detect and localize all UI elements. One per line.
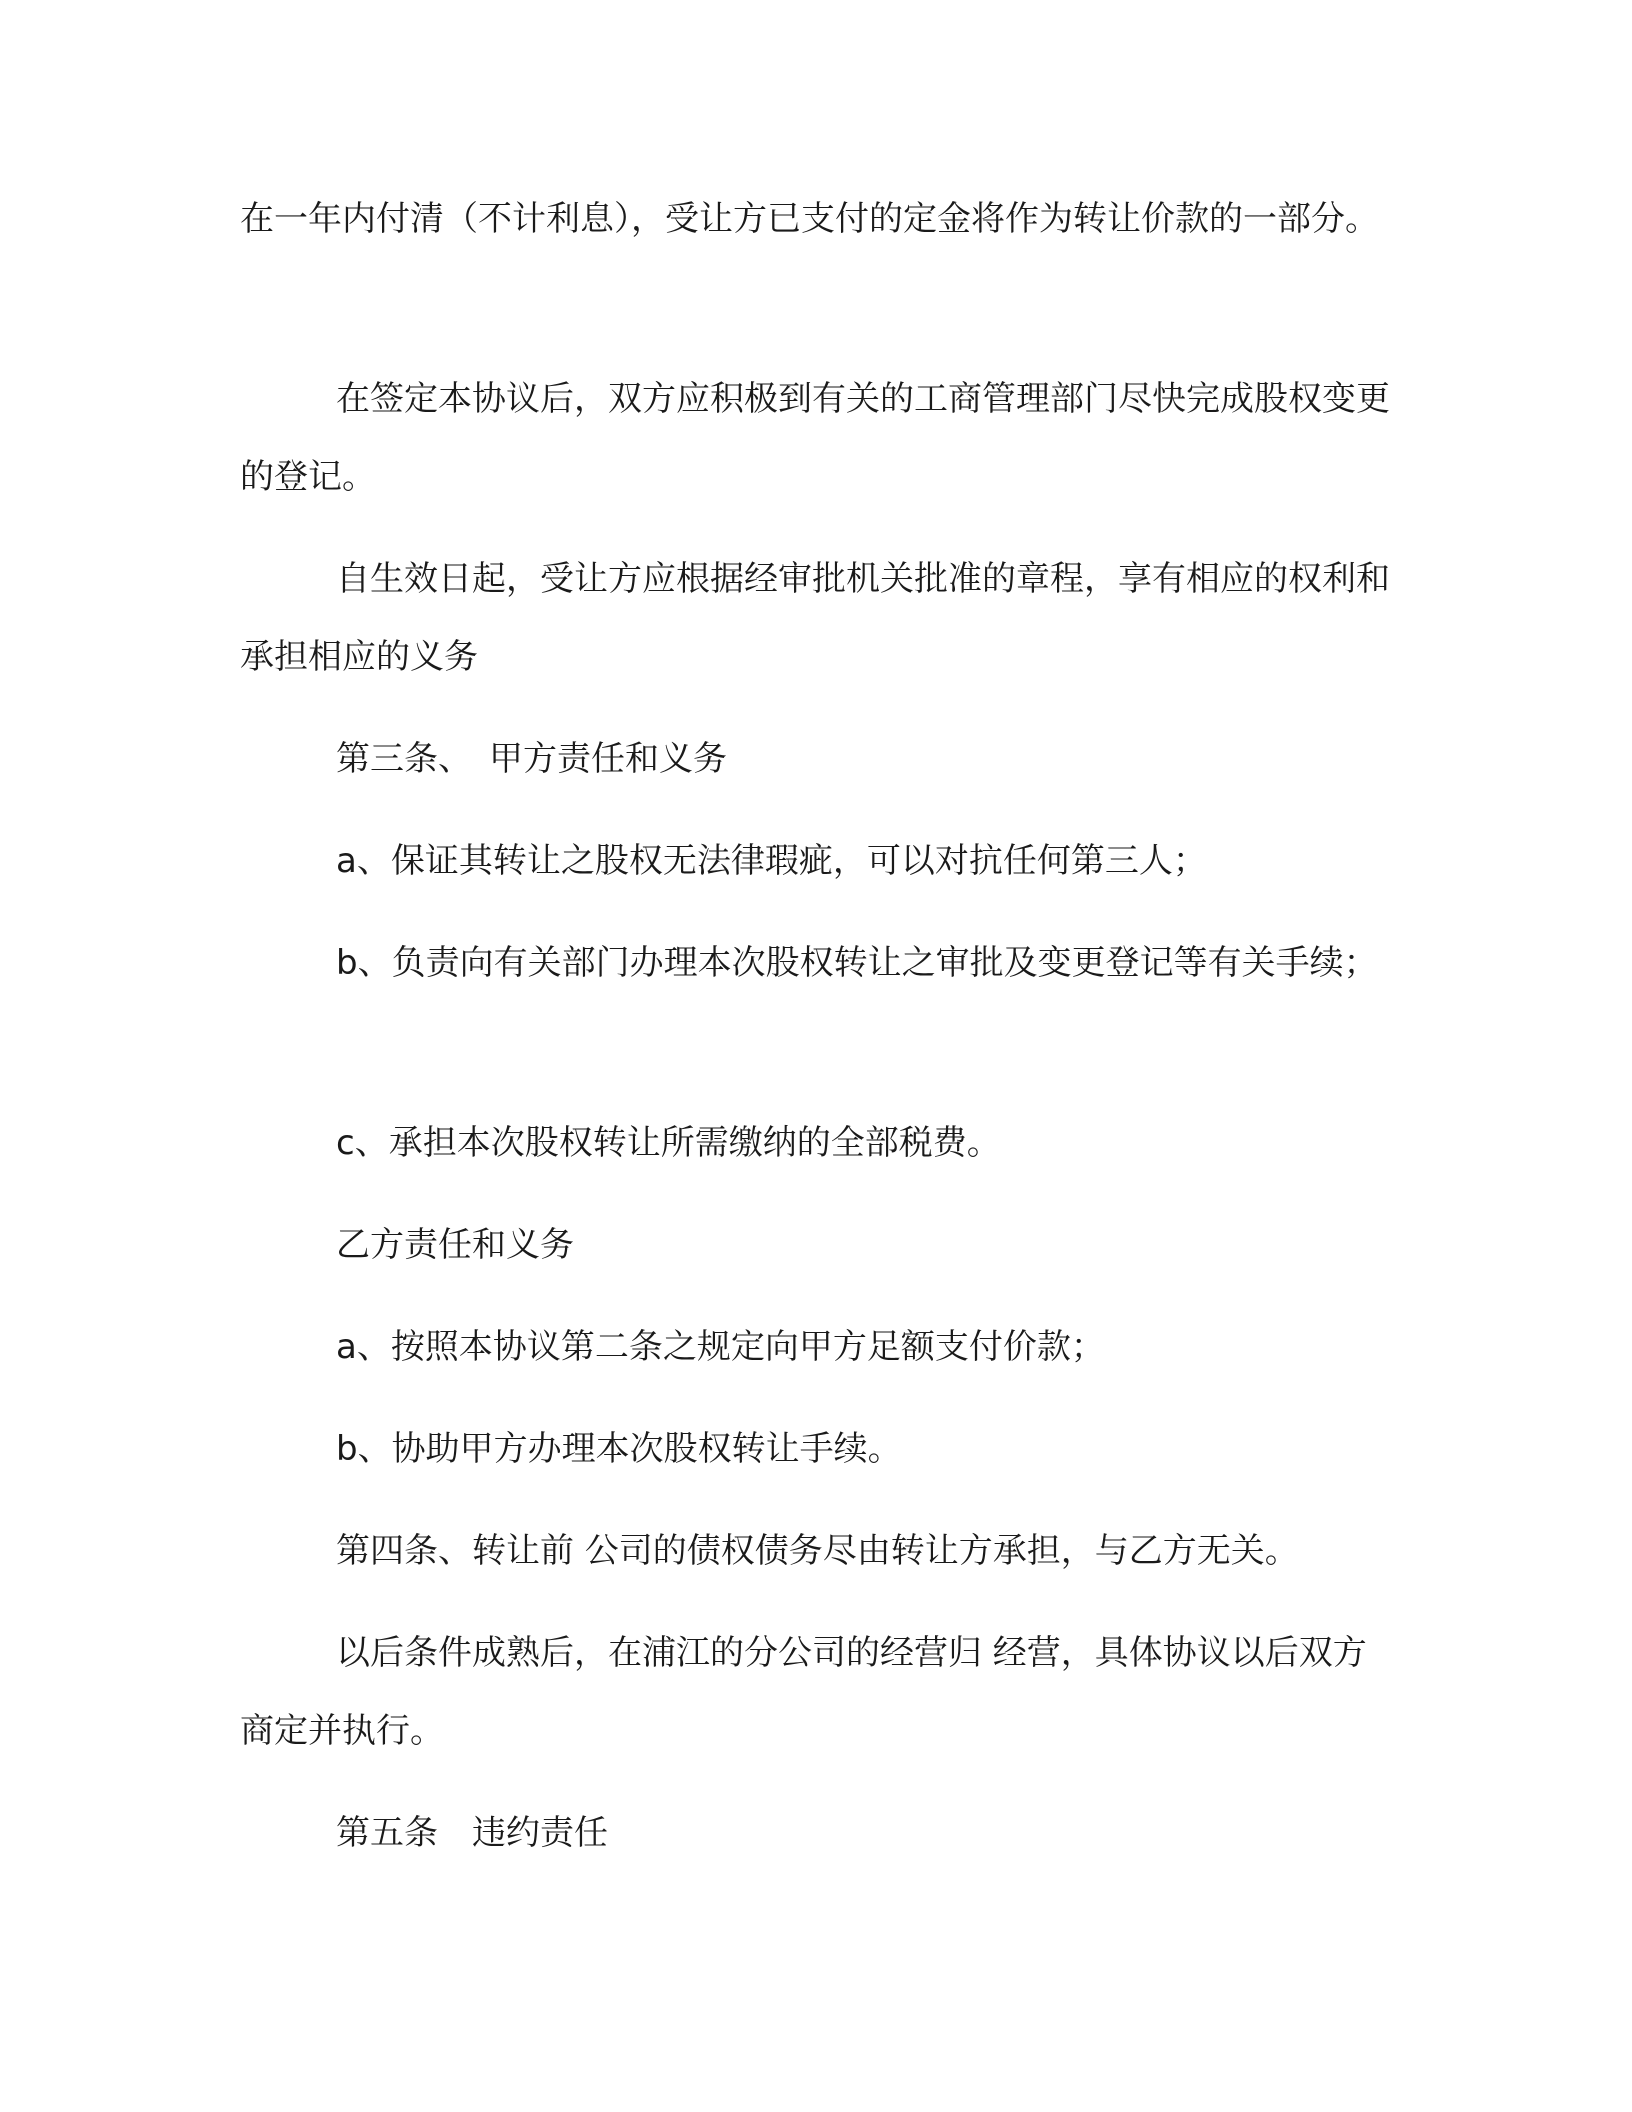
paragraph-registration: 在签定本协议后，双方应积极到有关的工商管理部门尽快完成股权变更的登记。 — [240, 379, 1390, 497]
list-item-party-b-a: a、按照本协议第二条之规定向甲方足额支付价款； — [336, 1327, 1105, 1367]
heading-party-b-duties: 乙方责任和义务 — [336, 1225, 574, 1265]
heading-article-three: 第三条、 甲方责任和义务 — [336, 739, 727, 779]
paragraph-branch-operation: 以后条件成熟后，在浦江的分公司的经营归 经营，具体协议以后双方商定并执行。 — [240, 1633, 1367, 1751]
list-item-party-a-c: c、承担本次股权转让所需缴纳的全部税费。 — [336, 1123, 1001, 1163]
list-item-party-a-b: b、负责向有关部门办理本次股权转让之审批及变更登记等有关手续； — [336, 943, 1378, 983]
list-item-party-b-b: b、协助甲方办理本次股权转让手续。 — [336, 1429, 902, 1469]
list-item-party-a-a: a、保证其转让之股权无法律瑕疵，可以对抗任何第三人； — [336, 841, 1207, 881]
paragraph-payment-terms: 在一年内付清（不计利息），受让方已支付的定金将作为转让价款的一部分。 — [240, 199, 1379, 239]
heading-article-five: 第五条 违约责任 — [336, 1813, 608, 1853]
paragraph-effective-date: 自生效日起，受让方应根据经审批机关批准的章程，享有相应的权利和承担相应的义务 — [240, 559, 1390, 677]
paragraph-article-four: 第四条、转让前 公司的债权债务尽由转让方承担，与乙方无关。 — [336, 1531, 1299, 1571]
